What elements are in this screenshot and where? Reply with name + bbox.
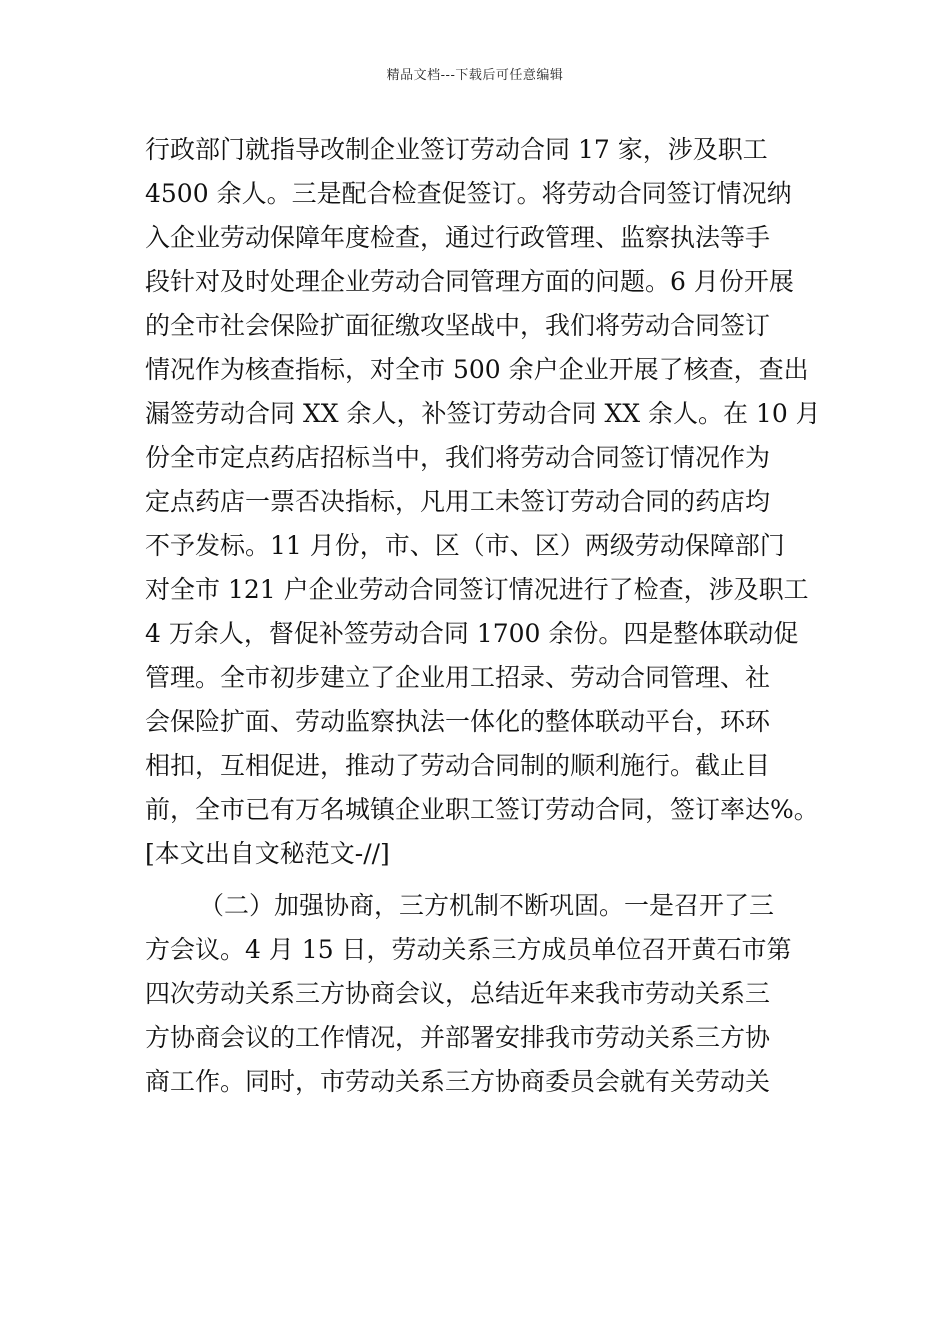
text-line: 4500 余人。三是配合检查促签订。将劳动合同签订情况纳	[145, 179, 792, 208]
text-line: 情况作为核查指标，对全市 500 余户企业开展了核查，查出	[145, 355, 809, 384]
text-line: 管理。全市初步建立了企业用工招录、劳动合同管理、社	[145, 663, 771, 692]
text-line: 段针对及时处理企业劳动合同管理方面的问题。6 月份开展	[145, 267, 794, 296]
document-body	[145, 128, 825, 1104]
text-line: 会保险扩面、劳动监察执法一体化的整体联动平台，环环	[145, 707, 771, 736]
text-line: 相扣，互相促进，推动了劳动合同制的顺利施行。截止目	[145, 751, 771, 780]
text-line: 商工作。同时，市劳动关系三方协商委员会就有关劳动关	[145, 1067, 771, 1096]
paragraph-1	[145, 128, 825, 876]
paragraph-gap	[145, 876, 825, 884]
text-line: （二）加强协商，三方机制不断巩固。一是召开了三	[199, 891, 775, 920]
paragraph-2	[145, 884, 825, 1104]
text-line: 不予发标。11 月份，市、区（市、区）两级劳动保障部门	[145, 531, 785, 560]
text-line: 对全市 121 户企业劳动合同签订情况进行了检查，涉及职工	[145, 575, 809, 604]
text-line: 的全市社会保险扩面征缴攻坚战中，我们将劳动合同签订	[145, 311, 771, 340]
text-line: 入企业劳动保障年度检查，通过行政管理、监察执法等手	[145, 223, 771, 252]
text-line: 前，全市已有万名城镇企业职工签订劳动合同，签订率达%。	[145, 795, 819, 824]
text-line: 定点药店一票否决指标，凡用工未签订劳动合同的药店均	[145, 487, 771, 516]
text-line: 行政部门就指导改制企业签订劳动合同 17 家，涉及职工	[145, 135, 768, 164]
page-header: 精品文档---下载后可任意编辑	[386, 68, 564, 83]
text-line: 四次劳动关系三方协商会议，总结近年来我市劳动关系三	[145, 979, 771, 1008]
text-line: 4 万余人，督促补签劳动合同 1700 余份。四是整体联动促	[145, 619, 799, 648]
text-line: 漏签劳动合同 XX 余人，补签订劳动合同 XX 余人。在 10 月	[145, 399, 821, 428]
text-line: 方协商会议的工作情况，并部署安排我市劳动关系三方协	[145, 1023, 771, 1052]
text-line: 方会议。4 月 15 日，劳动关系三方成员单位召开黄石市第	[145, 935, 792, 964]
text-line: 份全市定点药店招标当中，我们将劳动合同签订情况作为	[145, 443, 771, 472]
source-note: [本文出自文秘范文-//]	[145, 839, 390, 868]
